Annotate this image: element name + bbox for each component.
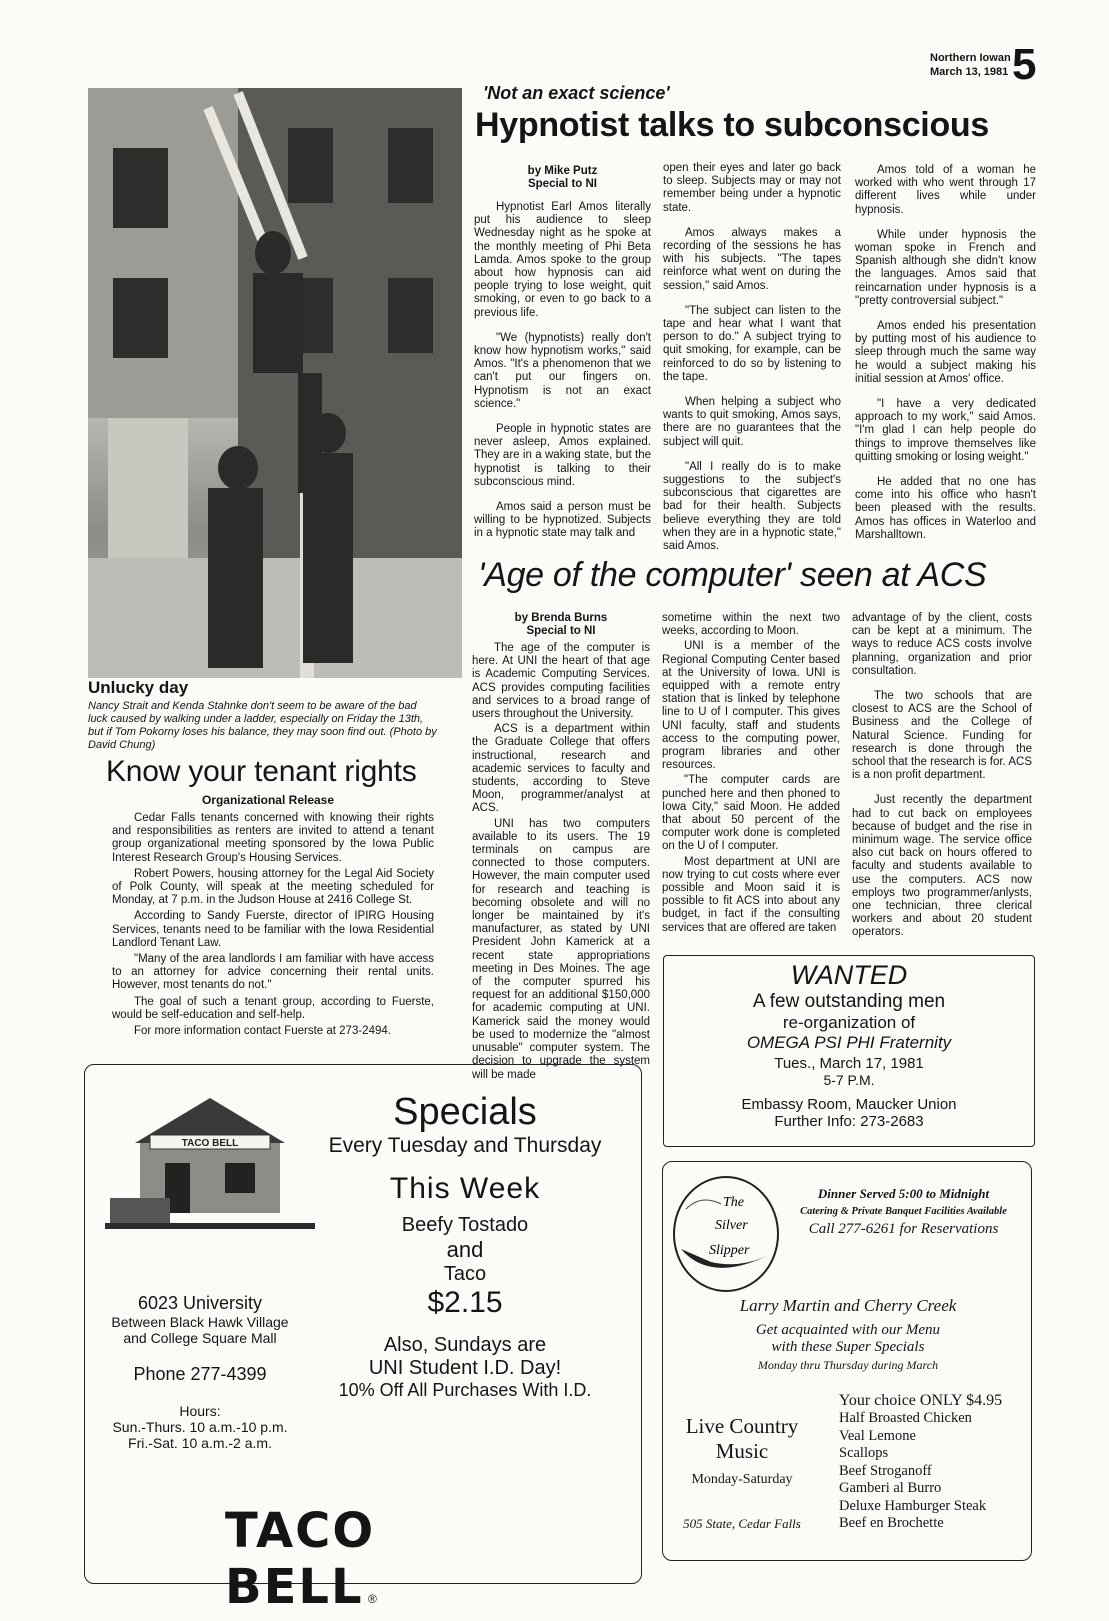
slipper-items xyxy=(813,1410,1028,1533)
hypno-byline-role: Special to NI xyxy=(527,178,598,190)
taco-bell-hours2: Fri.-Sat. 10 a.m.-2 a.m. xyxy=(128,1435,272,1451)
menu-item: Beef en Brochette xyxy=(839,1515,944,1531)
masthead xyxy=(930,40,1040,92)
acs-col-1 xyxy=(472,612,650,1084)
slipper-menu2: with these Super Specials xyxy=(771,1339,925,1355)
hypno-c3-p4: "I have a very dedicated approach to my work," said Amos. "I'm glad I can help people do things to improve themselves like quitting smoking or losing weight." xyxy=(855,398,1036,463)
ladder-photo-art xyxy=(88,88,462,678)
acs-c3-p1: advantage of by the client, costs can be kept at a minimum. The ways to reduce ACS costs involve planning, organization and prior consultation. xyxy=(852,612,1032,677)
taco-bell-specials xyxy=(300,1091,630,1401)
taco-bell-location xyxy=(95,1293,305,1451)
menu-item: Deluxe Hamburger Steak xyxy=(839,1497,987,1514)
menu-item: Veal Lemone xyxy=(839,1427,916,1444)
wanted-line4: Tues., March 17, 1981 xyxy=(774,1055,924,1072)
taco-bell-registered: ® xyxy=(368,1592,377,1606)
taco-bell-hours-label: Hours: xyxy=(179,1403,221,1419)
taco-bell-hours1: Sun.-Thurs. 10 a.m.-10 p.m. xyxy=(112,1419,288,1435)
taco-bell-phone: Phone 277-4399 xyxy=(133,1364,267,1384)
special-item2: Taco xyxy=(443,1263,487,1285)
logo-the: The xyxy=(723,1195,744,1210)
hypno-c3-p2: While under hypnosis the woman spoke in French and Spanish although she didn't know the languages. Amos said that reincarnation under hypnosis is a "pretty controversial subject." xyxy=(855,228,1036,307)
logo-slipper: Slipper xyxy=(709,1243,750,1258)
hypno-byline xyxy=(474,165,651,191)
special-and: and xyxy=(446,1237,484,1262)
wanted-line1: A few outstanding men xyxy=(752,991,946,1012)
menu-item: Half Broasted Chicken xyxy=(839,1410,972,1426)
tenant-p1: Cedar Falls tenants concerned with knowing their rights and responsibilities as renters are invited to attend a tenant group organizational meeting sponsored by the Iowa Public Interest Research Group's Housing Services. xyxy=(112,812,434,864)
special-price: $2.15 xyxy=(427,1286,503,1319)
acs-c3-p3: Just recently the department had to cut back on employees because of budget and the rise in minimum wage. The service office also cut back on hours offered to faculty and students available to use the computers. ACS now employs two programmer/anlysts, one technician, three clerical workers and about 20 student operators. xyxy=(852,794,1032,939)
acs-c2-p1: sometime within the next two weeks, according to Moon. xyxy=(662,612,840,638)
taco-bell-building-art xyxy=(105,1083,315,1233)
ladder-photo xyxy=(88,88,462,678)
student-day: UNI Student I.D. Day! xyxy=(368,1357,562,1379)
issue-date: March 13, 1981 xyxy=(930,66,1009,78)
hypno-c1-p4: Amos said a person must be willing to be hypnotized. Subjects in a hypnotic state may talk and xyxy=(474,501,651,540)
sunday-line: Also, Sundays are xyxy=(383,1334,547,1356)
photo-caption-block xyxy=(88,678,438,752)
hypno-c2-p2: Amos always makes a recording of the sessions he has with his subjects. "The tapes reinforce what went on during the session," said Amos. xyxy=(663,226,841,292)
acs-c1-p2: ACS is a department within the Graduate College that offers instructional, research and academic services to faculty and students, according to Steve Moon, programmer/analyst at ACS. xyxy=(472,723,650,815)
hypno-c3-p1: Amos told of a woman he worked with who went through 17 different lives while under hypnosis. xyxy=(855,164,1036,216)
taco-bell-logo xyxy=(225,1503,525,1615)
acs-headline: 'Age of the computer' seen at ACS xyxy=(478,556,987,594)
acs-col-3 xyxy=(852,612,1032,952)
tenant-p4: "Many of the area landlords I am familiar with have access to an attorney for advice concerning their rental units. However, most tenants do not." xyxy=(112,953,434,992)
hypno-col-2 xyxy=(663,162,841,565)
slipper-catering: Catering & Private Banquet Facilities Available xyxy=(800,1206,1007,1217)
slipper-dinner: Dinner Served 5:00 to Midnight xyxy=(817,1186,990,1201)
wanted-ad xyxy=(663,955,1035,1147)
acs-byline-role: Special to NI xyxy=(526,625,596,637)
menu-item: Scallops xyxy=(839,1445,889,1461)
silver-slipper-ad xyxy=(662,1161,1032,1561)
hypno-col-3 xyxy=(855,164,1036,554)
tenant-headline: Know your tenant rights xyxy=(106,755,417,788)
wanted-title: WANTED xyxy=(790,960,908,990)
discount-line: 10% Off All Purchases With I.D. xyxy=(338,1380,592,1400)
hypno-c3-p5: He added that no one has come into his office who hasn't been pleased with the results. Amos has offices in Waterloo and Marshalltown. xyxy=(855,476,1036,541)
hypno-c3-p3: Amos ended his presentation by putting most of his audience to sleep through much the same way he would a subject making his initial session at Amos' office. xyxy=(855,320,1036,385)
taco-bell-address2: Between Black Hawk Village xyxy=(111,1314,289,1330)
taco-bell-building xyxy=(105,1083,315,1233)
acs-c1-p1: The age of the computer is here. At UNI the heart of that age is Academic Computing Services. ACS provides computing facilities and services to a broad range of users throughout the University. xyxy=(472,642,650,721)
logo-silver: Silver xyxy=(715,1218,748,1233)
hypno-kicker: 'Not an exact science' xyxy=(483,83,670,103)
acs-c2-p2: UNI is a member of the Regional Computing Center based at the University of Iowa. UNI is equipped with a remote entry station that is linked by telephone line to U of I computer. This gives UNI faculty, staff and students access to the computing power, program libraries and other resources. xyxy=(662,640,840,772)
paper-name: Northern Iowan xyxy=(930,52,1011,64)
menu-item: Gamberi al Burro xyxy=(839,1480,942,1496)
wanted-line5: 5-7 P.M. xyxy=(823,1072,875,1088)
slipper-menu3: Monday thru Thursday during March xyxy=(757,1358,939,1372)
taco-bell-address1: 6023 University xyxy=(137,1293,263,1313)
wanted-line6: Embassy Room, Maucker Union xyxy=(741,1096,957,1113)
acs-c1-p3: UNI has two computers available to its users. The 19 terminals on campus are connected to those computers. However, the main computer used for research and teaching is becoming obsolete and will no longer be maintained by it's manufacturer, as stated by UNI President John Kamerick at a recent state appropriations meeting in Des Moines. The age of the computer spurred his request for an additional $150,000 for academic computing at UNI. Kamerick said the money would be used to modernize the "almost unusable" computer system. The decision to upgrade the system will be made xyxy=(472,817,650,1081)
slipper-menu1: Get acquainted with our Menu xyxy=(755,1322,941,1338)
tenant-p2: Robert Powers, housing attorney for the Legal Aid Society of Polk County, will speak at the meeting scheduled for Monday, at 7 p.m. in the Judson House at 2416 College St. xyxy=(112,867,434,907)
hypno-c1-p3: People in hypnotic states are never asleep, Amos explained. They are in a waking state, but the hypnotist is talking to their subconscious mind. xyxy=(474,423,651,488)
hypno-headline: Hypnotist talks to subconscious xyxy=(475,106,989,144)
specials-heading: Specials xyxy=(393,1091,537,1133)
slipper-choice: Your choice ONLY $4.95 xyxy=(838,1392,1003,1409)
acs-c2-p3: "The computer cards are punched here and then phoned to Iowa City," said Moon. He added that about 50 percent of the computer work done is completed on the U of I computer. xyxy=(662,774,840,853)
specials-days: Every Tuesday and Thursday xyxy=(328,1134,602,1157)
tenant-p5: The goal of such a tenant group, according to Fuerste, would be self-education and self-help. xyxy=(112,995,434,1021)
silver-slipper-logo-art xyxy=(671,1174,781,1294)
slipper-band: Larry Martin and Cherry Creek xyxy=(739,1296,957,1315)
slipper-promo xyxy=(703,1296,993,1373)
taco-bell-address3: and College Square Mall xyxy=(123,1330,277,1346)
slipper-live2: Music xyxy=(715,1439,769,1463)
photo-title: Unlucky day xyxy=(88,678,189,697)
slipper-call: Call 277-6261 for Reservations xyxy=(808,1221,999,1237)
wanted-line3: OMEGA PSI PHI Fraternity xyxy=(746,1033,952,1052)
slipper-menu xyxy=(813,1392,1028,1533)
hypno-byline-name: by Mike Putz xyxy=(527,165,598,177)
acs-col-2 xyxy=(662,612,840,937)
slipper-days: Monday-Saturday xyxy=(691,1472,793,1487)
slipper-address: 505 State, Cedar Falls xyxy=(683,1516,801,1531)
photo-caption: Nancy Strait and Kenda Stahnke don't seem to be aware of the bad luck caused by walking under a ladder, especially on Friday the 13th, but if Tom Pokorny loses his balance, they may soon find out. (Photo by David Chung) xyxy=(88,700,437,751)
taco-bell-logo-text: TACO BELL xyxy=(225,1503,376,1615)
special-item1: Beefy Tostado xyxy=(401,1214,529,1236)
this-week: This Week xyxy=(389,1172,541,1205)
menu-item: Beef Stroganoff xyxy=(839,1462,932,1479)
hypno-c2-p1: open their eyes and later go back to sleep. Subjects may or may not remember being under a hypnotic state. xyxy=(663,162,841,214)
slipper-header xyxy=(781,1186,1026,1238)
page-number: 5 xyxy=(1012,40,1037,89)
silver-slipper-logo xyxy=(671,1174,781,1294)
tenant-p6: For more information contact Fuerste at 273-2494. xyxy=(134,1025,391,1038)
hypno-c2-p5: "All I really do is to make suggestions to the subject's subconscious that cigarettes are bad for their health. Subjects believe everything they are told when they are in a hypnotic state," said Amos. xyxy=(663,460,841,553)
tenant-byline: Organizational Release xyxy=(201,793,335,807)
taco-bell-ad xyxy=(84,1064,642,1615)
acs-c3-p2: The two schools that are closest to ACS are the School of Business and the College of Natural Science. Funding for research is done through the school that the research is for. ACS is a non profit department. xyxy=(852,690,1032,782)
hypno-col-1 xyxy=(474,165,651,553)
hypno-c1-p1: Hypnotist Earl Amos literally put his audience to sleep Wednesday night as he spoke at the monthly meeting of Phi Beta Lamda. Amos spoke to the group about how hypnosis can aid people trying to lose weight, quit smoking, or even to go back to a previous life. xyxy=(474,201,651,319)
taco-bell-sign: TACO BELL xyxy=(181,1138,239,1149)
tenant-body xyxy=(112,812,434,1040)
slipper-music xyxy=(667,1414,817,1532)
acs-c2-p4: Most department at UNI are now trying to cut costs where ever possible and Moon said it is possible to fit ACS into about any budget, in fact if the consulting services that are offered are taken xyxy=(662,855,840,934)
hypno-c1-p2: "We (hypnotists) really don't know how hypnotism works," said Amos. "It's a phenomenon that we can't put our fingers on. Hypnotism is not an exact science." xyxy=(474,331,651,410)
acs-byline-name: by Brenda Burns xyxy=(514,612,608,624)
hypno-c2-p3: "The subject can listen to the tape and hear what I want that person to do." A subject trying to quit smoking, for example, can be reinforced to do so by listening to the tape. xyxy=(663,304,841,383)
wanted-line7: Further Info: 273-2683 xyxy=(774,1113,924,1130)
slipper-live1: Live Country xyxy=(685,1414,799,1438)
acs-byline xyxy=(472,612,650,638)
wanted-line2: re-organization of xyxy=(782,1013,916,1032)
tenant-p3: According to Sandy Fuerste, director of IPIRG Housing Services, tenants need to be familiar with the Iowa Residential Landlord Tenant Law. xyxy=(112,910,434,949)
hypno-c2-p4: When helping a subject who wants to quit smoking, Amos says, there are no guarantees that the subject will quit. xyxy=(663,396,841,448)
